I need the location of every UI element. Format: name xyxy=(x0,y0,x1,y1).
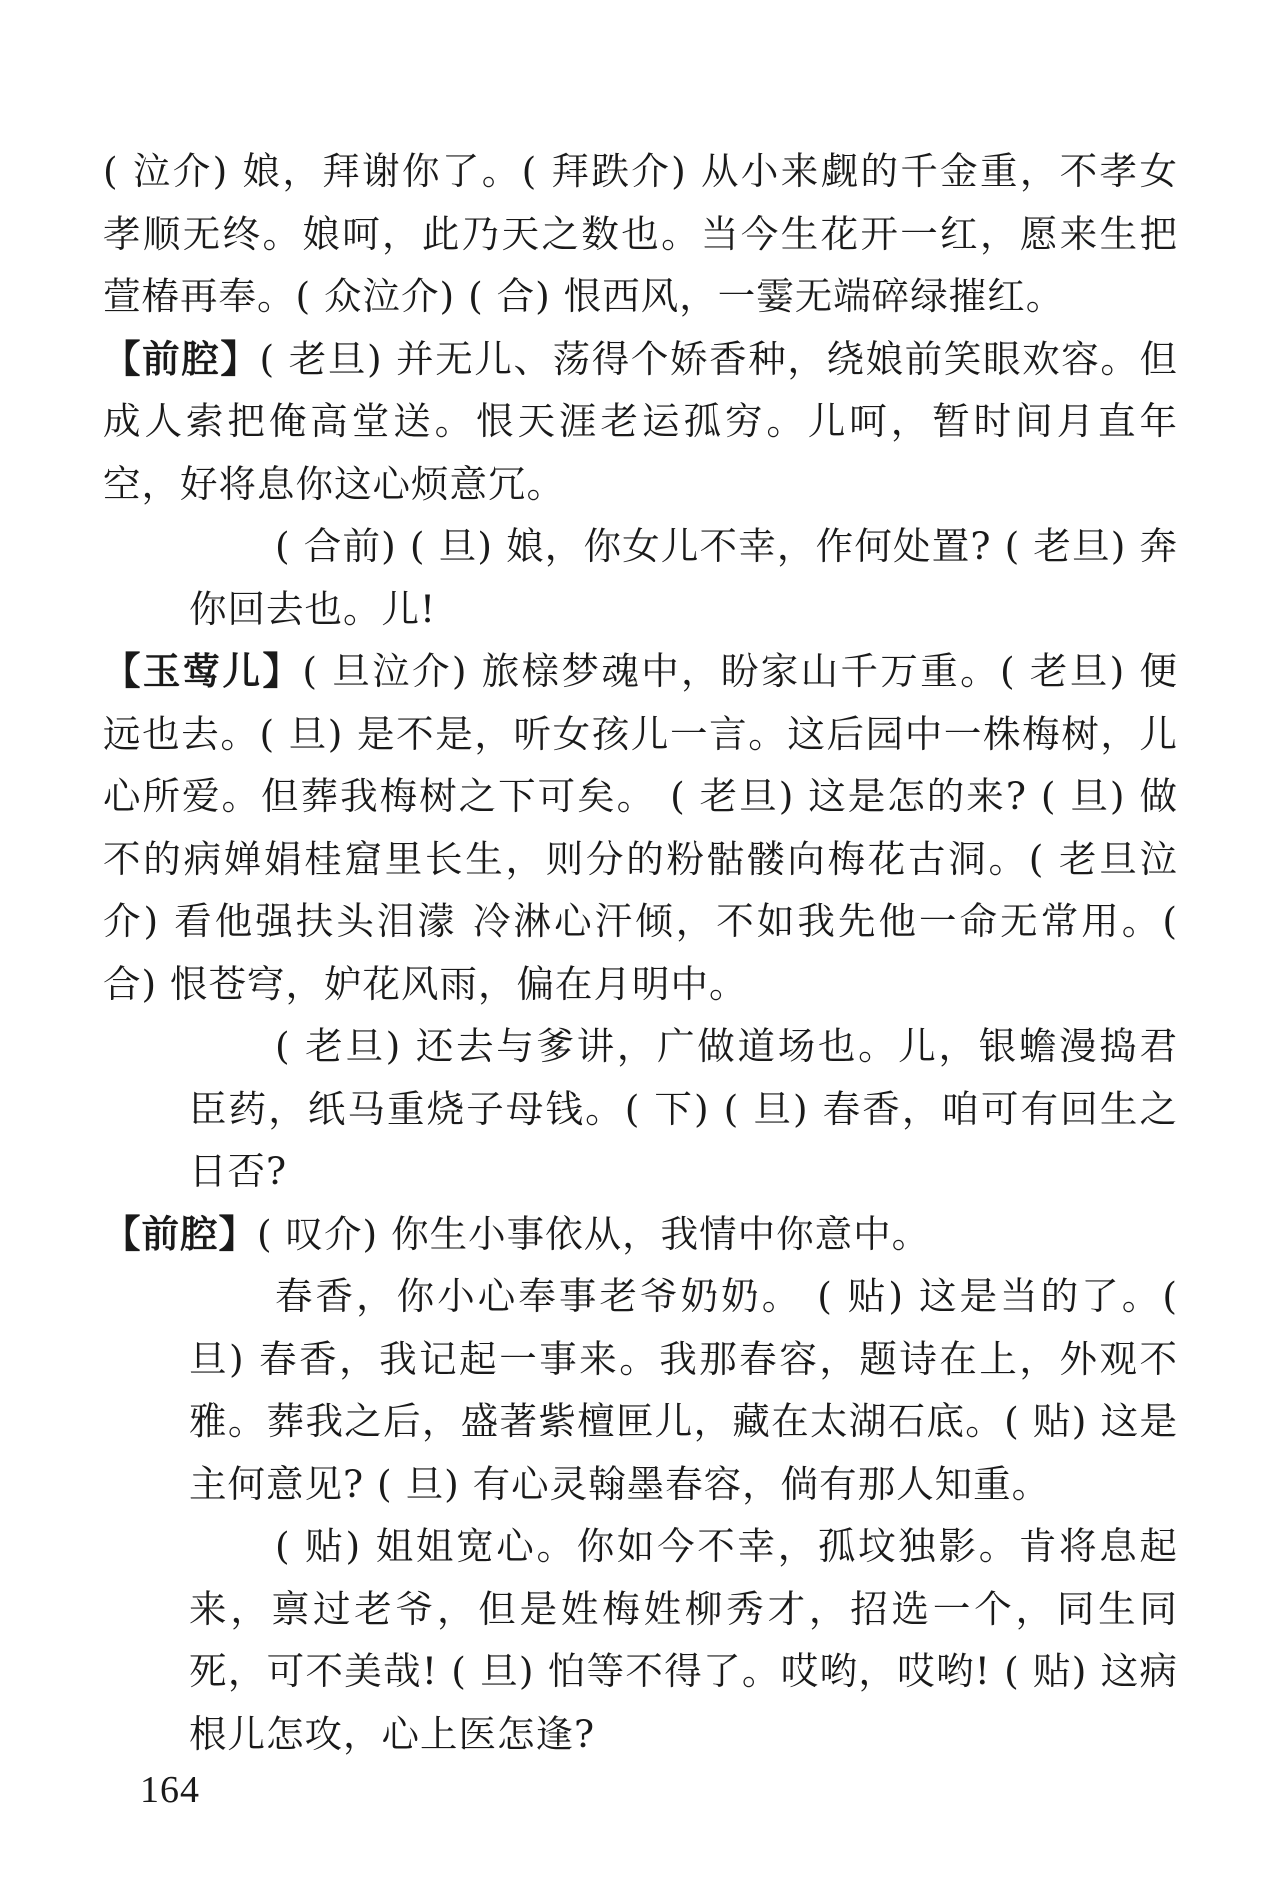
page-number: 164 xyxy=(140,1769,200,1811)
paragraph-text: ( 老旦) 还去与爹讲，广做道场也。儿，银蟾漫捣君臣药，纸马重烧子母钱。( 下) ( 旦) 春香，咱可有回生之日否? xyxy=(189,1024,1178,1193)
paragraph-text: ( 贴) 姐姐宽心。你如今不幸，孤坟独影。肯将息起来，禀过老爷，但是姓梅姓柳秀才，招选一个，同生同死，可不美哉! ( 旦) 怕等不得了。哎哟，哎哟! ( 贴) 这病根儿怎攻，心上医怎逢? xyxy=(189,1524,1178,1756)
paragraph-aria-1 xyxy=(103,140,1178,328)
paragraph-spoken-3 xyxy=(103,1265,1178,1515)
paragraph-aria-3 xyxy=(103,640,1178,1015)
tune-title: 【前腔】 xyxy=(103,336,260,381)
paragraph-text: ( 泣介) 娘，拜谢你了。( 拜跌介) 从小来觑的千金重，不孝女孝顺无终。娘呵，此乃天之数也。当今生花开一红，愿来生把萱椿再奉。( 众泣介) ( 合) 恨西风，一霎无端碎绿摧红。 xyxy=(103,149,1178,318)
paragraph-text: ( 合前) ( 旦) 娘，你女儿不幸，作何处置? ( 老旦) 奔你回去也。儿! xyxy=(189,524,1178,631)
paragraph-text: ( 旦泣介) 旅榇梦魂中，盼家山千万重。( 老旦) 便远也去。( 旦) 是不是，听女孩儿一言。这后园中一株梅树，儿心所爱。但葬我梅树之下可矣。 ( 老旦) 这是怎的来? ( 旦) 做不的病婵娟桂窟里长生，则分的粉骷髅向梅花古洞。( 老旦泣介) 看他强扶头泪濛 冷淋心汗倾，不如我先他一命无常用。( 合) 恨苍穹，妒花风雨，偏在月明中。 xyxy=(103,649,1179,1006)
paragraph-aria-2 xyxy=(103,328,1178,516)
tune-title: 【前腔】 xyxy=(103,1211,257,1256)
paragraph-spoken-1 xyxy=(103,515,1178,640)
paragraph-text: ( 叹介) 你生小事依从，我情中你意中。 xyxy=(257,1211,931,1256)
paragraph-spoken-4 xyxy=(103,1515,1178,1765)
paragraph-text: 春香，你小心奉事老爷奶奶。 ( 贴) 这是当的了。( 旦) 春香，我记起一事来。我那春容，题诗在上，外观不雅。葬我之后，盛著紫檀匣儿，藏在太湖石底。( 贴) 这是主何意见? ( 旦) 有心灵翰墨春容，倘有那人知重。 xyxy=(189,1274,1178,1506)
paragraph-aria-4 xyxy=(103,1203,1178,1266)
tune-title: 【玉莺儿】 xyxy=(103,649,303,693)
page-body xyxy=(103,140,1178,1765)
paragraph-text: ( 老旦) 并无儿、荡得个娇香种，绕娘前笑眼欢容。但成人索把俺高堂送。恨天涯老运孤穷。儿呵，暂时间月直年空，好将息你这心烦意冗。 xyxy=(103,336,1179,506)
paragraph-spoken-2 xyxy=(103,1015,1178,1203)
